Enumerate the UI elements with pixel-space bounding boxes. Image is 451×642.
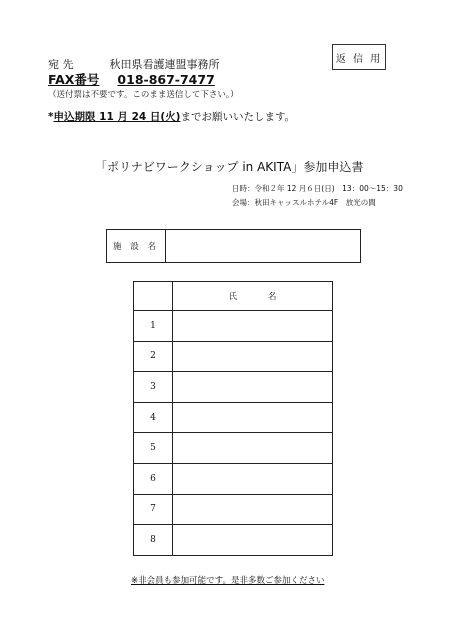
- name-cell[interactable]: [173, 494, 333, 525]
- fax-number: 018-867-7477: [117, 72, 215, 87]
- footer-note: ※非会員も参加可能です。是非多数ご参加ください: [131, 576, 325, 586]
- name-cell[interactable]: [173, 372, 333, 403]
- row-number: 8: [134, 525, 173, 556]
- send-note: （送付票は不要です。このまま送信して下さい。）: [48, 90, 239, 100]
- facility-label: 施 設 名: [107, 230, 166, 262]
- reply-label: 返 信 用: [335, 53, 383, 65]
- name-header-cell: 氏 名: [173, 282, 333, 311]
- table-row: [134, 311, 333, 342]
- reply-label-box: [332, 44, 386, 70]
- row-number: 5: [134, 433, 173, 464]
- table-row: [134, 433, 333, 464]
- deadline-suffix: までお願いいたします。: [180, 111, 296, 123]
- address-name: 秋田県看護連盟事務所: [109, 58, 220, 71]
- event-venue: 会場：秋田キャッスルホテル4F 放光の間: [232, 198, 376, 207]
- name-cell[interactable]: [173, 402, 333, 433]
- name-cell[interactable]: [173, 433, 333, 464]
- name-cell[interactable]: [173, 311, 333, 342]
- deadline-label: 申込期限 11 月 24 日(火): [53, 111, 181, 123]
- fax-label: FAX番号: [48, 72, 100, 87]
- name-cell[interactable]: [173, 463, 333, 494]
- names-table-body: [134, 311, 333, 556]
- facility-input[interactable]: [166, 230, 360, 262]
- row-number: 3: [134, 372, 173, 403]
- fax-line: [48, 70, 215, 88]
- row-number: 7: [134, 494, 173, 525]
- table-row: [134, 494, 333, 525]
- table-row: [134, 341, 333, 372]
- table-row: [134, 463, 333, 494]
- table-row: [134, 372, 333, 403]
- table-row: [134, 525, 333, 556]
- deadline-line: [48, 109, 295, 124]
- name-cell[interactable]: [173, 525, 333, 556]
- names-table-header-row: [134, 282, 333, 311]
- table-row: [134, 402, 333, 433]
- names-table: [133, 281, 333, 556]
- address-label: 宛 先: [48, 58, 74, 71]
- form-title: 「ポリナビワークショップ in AKITA」参加申込書: [95, 160, 364, 174]
- row-number: 1: [134, 311, 173, 342]
- row-number: 6: [134, 463, 173, 494]
- event-date: 日時：令和２年 12 月６日(日) 13：00～15：30: [232, 184, 403, 193]
- deadline-prefix: *: [48, 111, 54, 123]
- name-cell[interactable]: [173, 341, 333, 372]
- row-number: 4: [134, 402, 173, 433]
- number-header-cell: [134, 282, 173, 311]
- row-number: 2: [134, 341, 173, 372]
- facility-field: [106, 229, 361, 263]
